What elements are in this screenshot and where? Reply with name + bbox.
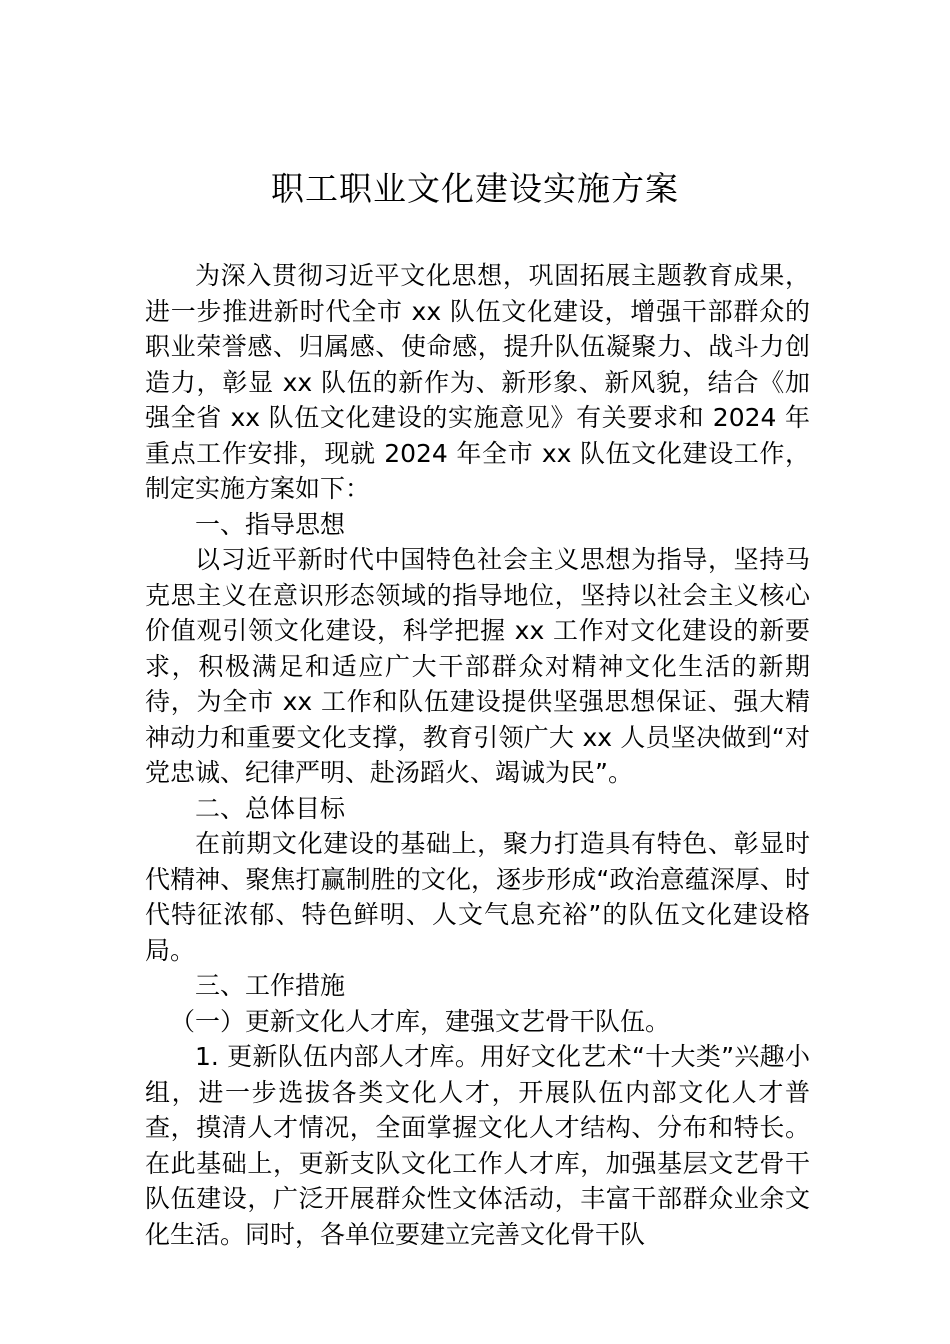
section-heading-work-measures: 三、工作措施 <box>195 971 346 1000</box>
intro-paragraph: 为深入贯彻习近平文化思想，巩固拓展主题教育成果，进一步推进新时代全市 xx 队伍文化建设，增强干部群众的职业荣誉感、归属感、使命感，提升队伍凝聚力、战斗力创造力，彰显 xx 队伍的新作为、新形象、新风貌，结合《加强全省 xx 队伍文化建设的实施意见》有关要求和 2024 年重点工作安排，现就 2024 年全市 xx 队伍文化建设工作，制定实施方案如下： <box>145 261 810 503</box>
item-1-paragraph: 1. 更新队伍内部人才库。用好文化艺术“十大类”兴趣小组，进一步选拔各类文化人才，开展队伍内部文化人才普查，摸清人才情况，全面掌握文化人才结构、分布和特长。在此基础上，更新支队文化工作人才库，加强基层文艺骨干队伍建设，广泛开展群众性文体活动，丰富干部群众业余文化生活。同时，各单位要建立完善文化骨干队 <box>145 1042 810 1249</box>
section-heading-overall-goal: 二、总体目标 <box>195 793 346 823</box>
overall-goal-paragraph: 在前期文化建设的基础上，聚力打造具有特色、彰显时代精神、聚焦打赢制胜的文化，逐步形成“政治意蕴深厚、时代特征浓郁、特色鲜明、人文气息充裕”的队伍文化建设格局。 <box>145 829 810 965</box>
section-heading-guiding-ideology: 一、指导思想 <box>195 509 346 539</box>
guiding-ideology-paragraph: 以习近平新时代中国特色社会主义思想为指导，坚持马克思主义在意识形态领域的指导地位，坚持以社会主义核心价值观引领文化建设，科学把握 xx 工作对文化建设的新要求，积极满足和适应广大干部群众对精神文化生活的新期待，为全市 xx 工作和队伍建设提供坚强思想保证、强大精神动力和重要文化支撑，教育引领广大 xx 人员坚决做到“对党忠诚、纪律严明、赴汤蹈火、竭诚为民”。 <box>145 545 810 787</box>
document-body <box>145 258 810 1252</box>
document-title: 职工职业文化建设实施方案 <box>271 169 679 208</box>
subsection-heading-talent-pool: （一）更新文化人才库，建强文艺骨干队伍。 <box>170 1006 671 1036</box>
